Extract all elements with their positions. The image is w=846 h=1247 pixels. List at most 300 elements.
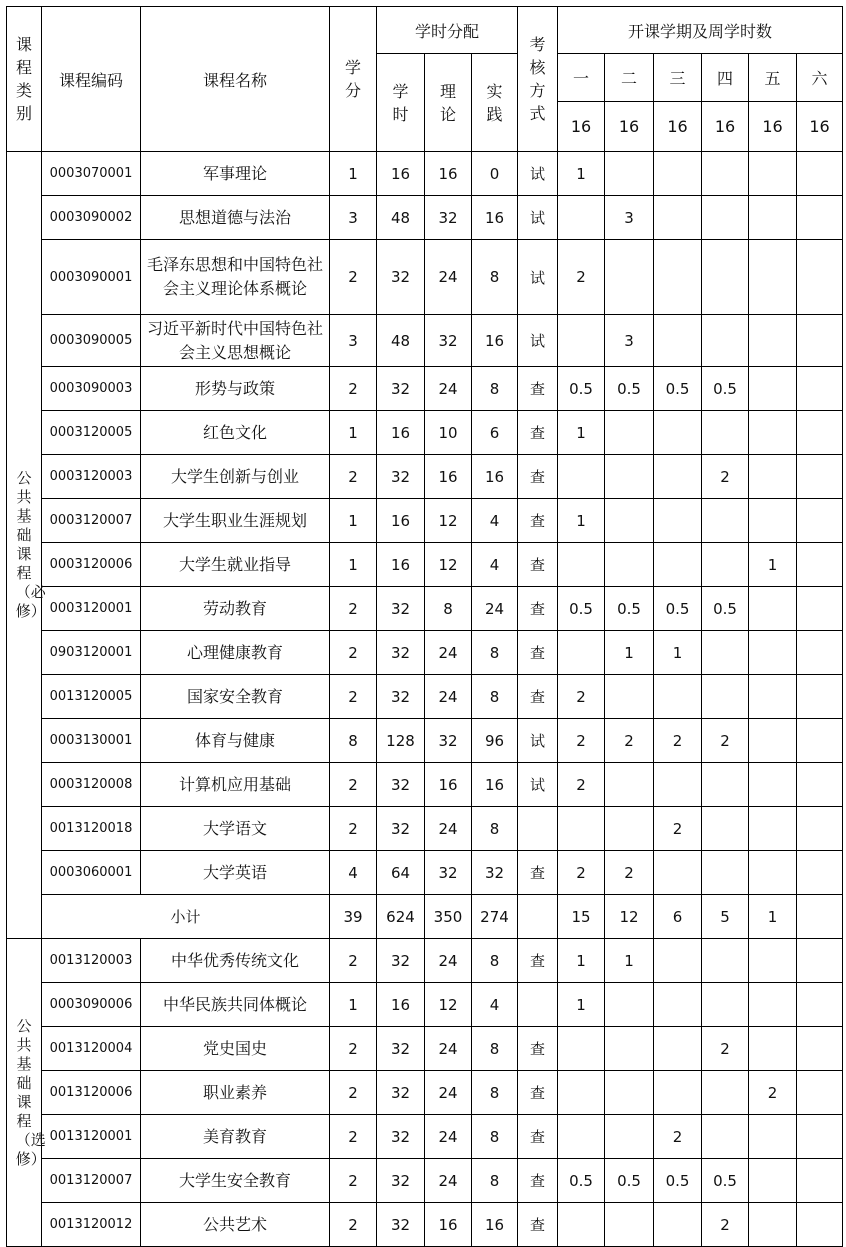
course-theory: 12	[425, 499, 472, 543]
semester-hours-5	[749, 851, 797, 895]
course-hours: 32	[377, 1203, 425, 1247]
semester-hours-1	[558, 1071, 605, 1115]
semester-hours-1: 1	[558, 499, 605, 543]
header-theory: 理论	[425, 54, 472, 152]
course-name: 计算机应用基础	[141, 763, 330, 807]
semester-hours-3	[654, 411, 702, 455]
semester-hours-6	[797, 455, 843, 499]
header-weeks-3: 16	[654, 102, 702, 152]
semester-hours-3	[654, 983, 702, 1027]
course-theory: 16	[425, 455, 472, 499]
course-practice: 8	[472, 367, 518, 411]
course-code: 0003120005	[42, 411, 141, 455]
course-credit: 1	[330, 499, 377, 543]
course-code: 0003090005	[42, 315, 141, 367]
table-row	[7, 807, 843, 851]
course-hours: 32	[377, 1027, 425, 1071]
course-exam: 查	[518, 1203, 558, 1247]
course-practice: 96	[472, 719, 518, 763]
course-name: 国家安全教育	[141, 675, 330, 719]
semester-hours-2	[605, 240, 654, 315]
semester-hours-2	[605, 807, 654, 851]
semester-hours-3	[654, 196, 702, 240]
semester-hours-4	[702, 763, 749, 807]
course-exam: 查	[518, 499, 558, 543]
semester-hours-3: 1	[654, 631, 702, 675]
course-name: 大学生创新与创业	[141, 455, 330, 499]
semester-hours-6	[797, 315, 843, 367]
semester-hours-5	[749, 240, 797, 315]
course-exam: 查	[518, 675, 558, 719]
course-theory: 24	[425, 1159, 472, 1203]
semester-hours-3	[654, 1071, 702, 1115]
course-theory: 10	[425, 411, 472, 455]
course-name: 大学英语	[141, 851, 330, 895]
course-code: 0003090001	[42, 240, 141, 315]
course-hours: 16	[377, 411, 425, 455]
table-row	[7, 631, 843, 675]
course-code: 0013120006	[42, 1071, 141, 1115]
semester-hours-6	[797, 411, 843, 455]
course-practice: 8	[472, 240, 518, 315]
semester-hours-1: 0.5	[558, 1159, 605, 1203]
course-theory: 24	[425, 939, 472, 983]
semester-hours-5	[749, 1203, 797, 1247]
course-code: 0003130001	[42, 719, 141, 763]
semester-hours-6	[797, 807, 843, 851]
semester-hours-4: 2	[702, 1027, 749, 1071]
course-exam: 试	[518, 719, 558, 763]
course-name: 大学生职业生涯规划	[141, 499, 330, 543]
course-exam: 查	[518, 1159, 558, 1203]
course-theory: 16	[425, 1203, 472, 1247]
course-code: 0003070001	[42, 152, 141, 196]
semester-hours-2: 0.5	[605, 367, 654, 411]
course-hours: 32	[377, 763, 425, 807]
header-weeks-5: 16	[749, 102, 797, 152]
course-practice: 16	[472, 455, 518, 499]
course-practice: 8	[472, 631, 518, 675]
semester-hours-6	[797, 939, 843, 983]
subtotal-semester-4: 5	[702, 895, 749, 939]
semester-hours-5	[749, 675, 797, 719]
course-hours: 32	[377, 631, 425, 675]
category-cell	[7, 939, 46, 1247]
course-credit: 1	[330, 983, 377, 1027]
header-category: 课程类别	[7, 7, 42, 152]
course-exam: 查	[518, 455, 558, 499]
course-hours: 32	[377, 587, 425, 631]
course-practice: 0	[472, 152, 518, 196]
course-code: 0003120001	[42, 587, 141, 631]
semester-hours-4: 2	[702, 455, 749, 499]
course-practice: 16	[472, 1203, 518, 1247]
semester-hours-2	[605, 1071, 654, 1115]
subtotal-hours: 624	[377, 895, 425, 939]
semester-hours-4	[702, 152, 749, 196]
table-row	[7, 1115, 843, 1159]
course-theory: 12	[425, 543, 472, 587]
course-code: 0003090003	[42, 367, 141, 411]
course-exam: 查	[518, 367, 558, 411]
header-semester-3: 三	[654, 54, 702, 102]
semester-hours-3	[654, 851, 702, 895]
subtotal-semester-2: 12	[605, 895, 654, 939]
course-theory: 32	[425, 719, 472, 763]
semester-hours-5	[749, 983, 797, 1027]
course-credit: 1	[330, 411, 377, 455]
semester-hours-4: 0.5	[702, 587, 749, 631]
course-credit: 2	[330, 675, 377, 719]
semester-hours-5: 2	[749, 1071, 797, 1115]
course-name: 职业素养	[141, 1071, 330, 1115]
semester-hours-3	[654, 455, 702, 499]
course-code: 0013120005	[42, 675, 141, 719]
course-hours: 64	[377, 851, 425, 895]
course-hours: 32	[377, 939, 425, 983]
semester-hours-2: 1	[605, 631, 654, 675]
category-label: 公共基础课程（选修）	[15, 1016, 46, 1168]
course-practice: 8	[472, 1027, 518, 1071]
table-row	[7, 240, 843, 315]
course-hours: 16	[377, 983, 425, 1027]
course-code: 0003120006	[42, 543, 141, 587]
course-code: 0003060001	[42, 851, 141, 895]
course-hours: 32	[377, 675, 425, 719]
semester-hours-2	[605, 675, 654, 719]
course-theory: 24	[425, 367, 472, 411]
course-exam	[518, 807, 558, 851]
semester-hours-3	[654, 152, 702, 196]
header-weeks-4: 16	[702, 102, 749, 152]
semester-hours-4	[702, 631, 749, 675]
semester-hours-1	[558, 1203, 605, 1247]
course-hours: 16	[377, 543, 425, 587]
course-credit: 2	[330, 1027, 377, 1071]
semester-hours-6	[797, 1203, 843, 1247]
semester-hours-6	[797, 631, 843, 675]
semester-hours-3	[654, 543, 702, 587]
course-hours: 32	[377, 1115, 425, 1159]
semester-hours-2: 3	[605, 196, 654, 240]
course-practice: 4	[472, 543, 518, 587]
semester-hours-6	[797, 196, 843, 240]
course-name: 毛泽东思想和中国特色社会主义理论体系概论	[141, 240, 330, 315]
semester-hours-5	[749, 763, 797, 807]
course-name: 中华民族共同体概论	[141, 983, 330, 1027]
course-hours: 32	[377, 240, 425, 315]
table-row	[7, 411, 843, 455]
course-credit: 2	[330, 1159, 377, 1203]
header-semester-4: 四	[702, 54, 749, 102]
semester-hours-6	[797, 1115, 843, 1159]
subtotal-exam	[518, 895, 558, 939]
course-name: 思想道德与法治	[141, 196, 330, 240]
header-practice: 实践	[472, 54, 518, 152]
table-row	[7, 543, 843, 587]
table-row	[7, 315, 843, 367]
table-body	[7, 152, 843, 1247]
course-theory: 8	[425, 587, 472, 631]
course-name: 红色文化	[141, 411, 330, 455]
semester-hours-3	[654, 763, 702, 807]
semester-hours-5	[749, 455, 797, 499]
course-exam: 查	[518, 1071, 558, 1115]
header-semester-5: 五	[749, 54, 797, 102]
semester-hours-6	[797, 983, 843, 1027]
table-row	[7, 455, 843, 499]
course-credit: 3	[330, 315, 377, 367]
course-name: 美育教育	[141, 1115, 330, 1159]
course-credit: 2	[330, 587, 377, 631]
course-theory: 24	[425, 807, 472, 851]
course-credit: 2	[330, 1203, 377, 1247]
semester-hours-2: 1	[605, 939, 654, 983]
semester-hours-3: 0.5	[654, 1159, 702, 1203]
semester-hours-1: 2	[558, 851, 605, 895]
semester-hours-1	[558, 807, 605, 851]
semester-hours-5	[749, 719, 797, 763]
course-credit: 2	[330, 807, 377, 851]
semester-hours-6	[797, 851, 843, 895]
course-credit: 2	[330, 240, 377, 315]
course-name: 中华优秀传统文化	[141, 939, 330, 983]
semester-hours-6	[797, 763, 843, 807]
semester-hours-4	[702, 543, 749, 587]
semester-hours-5	[749, 315, 797, 367]
course-theory: 24	[425, 1027, 472, 1071]
semester-hours-3	[654, 1027, 702, 1071]
course-name: 习近平新时代中国特色社会主义思想概论	[141, 315, 330, 367]
course-practice: 16	[472, 763, 518, 807]
table-row	[7, 983, 843, 1027]
table-row	[7, 1027, 843, 1071]
semester-hours-6	[797, 1071, 843, 1115]
course-exam: 查	[518, 1027, 558, 1071]
semester-hours-2	[605, 763, 654, 807]
course-name: 心理健康教育	[141, 631, 330, 675]
semester-hours-4: 0.5	[702, 1159, 749, 1203]
semester-hours-5	[749, 587, 797, 631]
category-label: 公共基础课程（必修）	[15, 469, 46, 620]
semester-hours-6	[797, 367, 843, 411]
course-code: 0013120012	[42, 1203, 141, 1247]
course-practice: 32	[472, 851, 518, 895]
semester-hours-1: 0.5	[558, 587, 605, 631]
course-exam: 查	[518, 1115, 558, 1159]
semester-hours-6	[797, 1027, 843, 1071]
semester-hours-3: 2	[654, 807, 702, 851]
semester-hours-3: 2	[654, 1115, 702, 1159]
course-credit: 2	[330, 763, 377, 807]
course-name: 大学生安全教育	[141, 1159, 330, 1203]
subtotal-row	[7, 895, 843, 939]
course-hours: 32	[377, 367, 425, 411]
semester-hours-3: 0.5	[654, 587, 702, 631]
semester-hours-2	[605, 983, 654, 1027]
course-practice: 8	[472, 1159, 518, 1203]
header-semester-group: 开课学期及周学时数	[558, 7, 843, 54]
semester-hours-2	[605, 152, 654, 196]
course-practice: 8	[472, 1071, 518, 1115]
table-row	[7, 675, 843, 719]
semester-hours-5	[749, 1159, 797, 1203]
table-row	[7, 1159, 843, 1203]
course-theory: 16	[425, 152, 472, 196]
semester-hours-4: 2	[702, 1203, 749, 1247]
course-hours: 128	[377, 719, 425, 763]
semester-hours-5	[749, 1115, 797, 1159]
course-code: 0003120003	[42, 455, 141, 499]
course-exam: 查	[518, 587, 558, 631]
table-row	[7, 499, 843, 543]
semester-hours-1	[558, 631, 605, 675]
course-credit: 2	[330, 939, 377, 983]
course-theory: 12	[425, 983, 472, 1027]
semester-hours-2	[605, 1203, 654, 1247]
course-theory: 32	[425, 315, 472, 367]
course-code: 0003090002	[42, 196, 141, 240]
header-semester-6: 六	[797, 54, 843, 102]
subtotal-semester-3: 6	[654, 895, 702, 939]
semester-hours-1: 2	[558, 763, 605, 807]
semester-hours-5	[749, 1027, 797, 1071]
semester-hours-5: 1	[749, 543, 797, 587]
course-exam: 查	[518, 411, 558, 455]
header-semester-1: 一	[558, 54, 605, 102]
header-weeks-1: 16	[558, 102, 605, 152]
subtotal-semester-5: 1	[749, 895, 797, 939]
semester-hours-1	[558, 315, 605, 367]
course-code: 0003120007	[42, 499, 141, 543]
semester-hours-3	[654, 240, 702, 315]
subtotal-practice: 274	[472, 895, 518, 939]
course-hours: 32	[377, 455, 425, 499]
semester-hours-4	[702, 939, 749, 983]
course-theory: 24	[425, 240, 472, 315]
semester-hours-1	[558, 455, 605, 499]
semester-hours-3	[654, 315, 702, 367]
course-exam	[518, 983, 558, 1027]
subtotal-semester-6	[797, 895, 843, 939]
course-code: 0013120004	[42, 1027, 141, 1071]
course-practice: 16	[472, 196, 518, 240]
subtotal-semester-1: 15	[558, 895, 605, 939]
course-code: 0003090006	[42, 983, 141, 1027]
course-code: 0903120001	[42, 631, 141, 675]
semester-hours-3	[654, 499, 702, 543]
semester-hours-2: 2	[605, 719, 654, 763]
course-name: 大学生就业指导	[141, 543, 330, 587]
course-theory: 24	[425, 675, 472, 719]
course-exam: 查	[518, 939, 558, 983]
course-hours: 32	[377, 807, 425, 851]
course-practice: 4	[472, 499, 518, 543]
semester-hours-4	[702, 807, 749, 851]
semester-hours-5	[749, 196, 797, 240]
course-name: 公共艺术	[141, 1203, 330, 1247]
course-name: 形势与政策	[141, 367, 330, 411]
semester-hours-2	[605, 543, 654, 587]
subtotal-label: 小计	[42, 895, 330, 939]
header-hours-group: 学时分配	[377, 7, 518, 54]
course-code: 0013120001	[42, 1115, 141, 1159]
semester-hours-1: 2	[558, 719, 605, 763]
semester-hours-6	[797, 719, 843, 763]
semester-hours-3	[654, 1203, 702, 1247]
semester-hours-5	[749, 411, 797, 455]
course-practice: 4	[472, 983, 518, 1027]
course-name: 党史国史	[141, 1027, 330, 1071]
semester-hours-6	[797, 240, 843, 315]
semester-hours-2: 2	[605, 851, 654, 895]
course-hours: 16	[377, 152, 425, 196]
subtotal-credit: 39	[330, 895, 377, 939]
table-row	[7, 851, 843, 895]
semester-hours-4	[702, 851, 749, 895]
course-exam: 试	[518, 152, 558, 196]
course-exam: 试	[518, 240, 558, 315]
course-hours: 16	[377, 499, 425, 543]
semester-hours-4	[702, 499, 749, 543]
semester-hours-5	[749, 939, 797, 983]
semester-hours-1: 2	[558, 675, 605, 719]
course-credit: 3	[330, 196, 377, 240]
course-hours: 32	[377, 1159, 425, 1203]
semester-hours-4: 0.5	[702, 367, 749, 411]
semester-hours-5	[749, 631, 797, 675]
course-practice: 8	[472, 807, 518, 851]
course-hours: 48	[377, 315, 425, 367]
table-row	[7, 1071, 843, 1115]
header-name: 课程名称	[141, 7, 330, 152]
semester-hours-2	[605, 455, 654, 499]
course-name: 大学语文	[141, 807, 330, 851]
semester-hours-1: 1	[558, 983, 605, 1027]
semester-hours-3: 0.5	[654, 367, 702, 411]
semester-hours-1	[558, 543, 605, 587]
semester-hours-2	[605, 1115, 654, 1159]
semester-hours-2: 0.5	[605, 587, 654, 631]
course-code: 0013120003	[42, 939, 141, 983]
semester-hours-5	[749, 152, 797, 196]
course-credit: 4	[330, 851, 377, 895]
course-practice: 8	[472, 939, 518, 983]
header-credit: 学分	[330, 7, 377, 152]
course-credit: 2	[330, 1115, 377, 1159]
semester-hours-4	[702, 240, 749, 315]
course-exam: 试	[518, 315, 558, 367]
semester-hours-6	[797, 543, 843, 587]
semester-hours-2	[605, 499, 654, 543]
semester-hours-2: 0.5	[605, 1159, 654, 1203]
table-row	[7, 939, 843, 983]
course-theory: 32	[425, 196, 472, 240]
category-cell	[7, 152, 46, 939]
semester-hours-6	[797, 1159, 843, 1203]
semester-hours-3	[654, 939, 702, 983]
course-hours: 32	[377, 1071, 425, 1115]
semester-hours-6	[797, 152, 843, 196]
semester-hours-5	[749, 807, 797, 851]
course-practice: 8	[472, 675, 518, 719]
course-name: 军事理论	[141, 152, 330, 196]
course-exam: 查	[518, 543, 558, 587]
header-exam: 考核方式	[518, 7, 558, 152]
course-hours: 48	[377, 196, 425, 240]
subtotal-theory: 350	[425, 895, 472, 939]
semester-hours-4	[702, 315, 749, 367]
